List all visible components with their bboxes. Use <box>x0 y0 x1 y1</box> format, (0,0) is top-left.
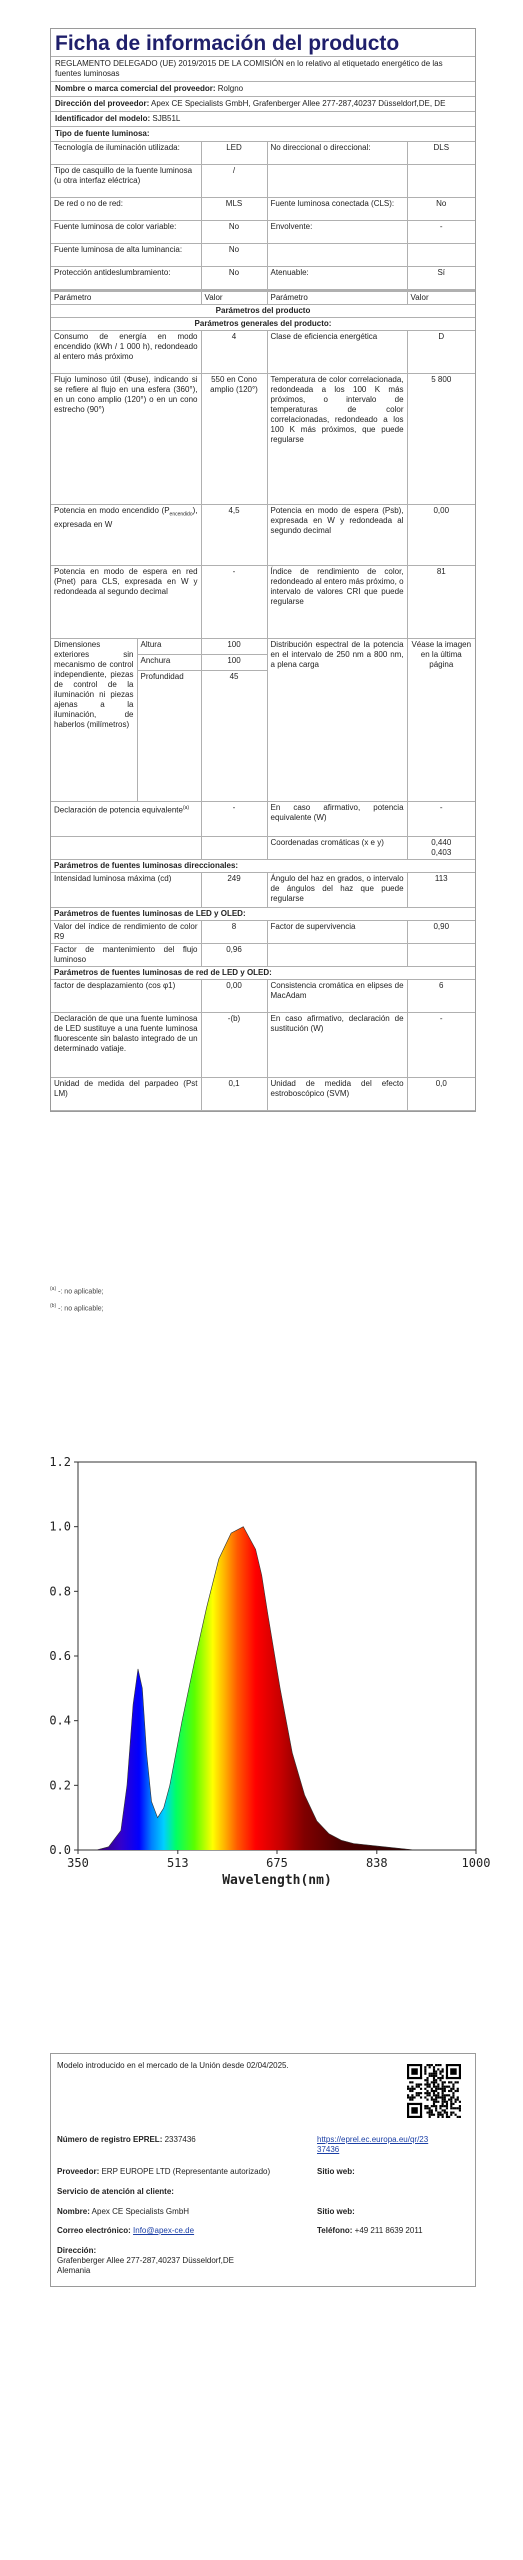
equivalent-watts-value: - <box>407 802 475 837</box>
x-tick-label: 1000 <box>461 1856 490 1870</box>
model-label: Identificador del modelo: <box>55 114 151 123</box>
empty-cell <box>201 837 267 860</box>
supplier-name-value: Rolgno <box>217 84 244 93</box>
cls-value: No <box>407 198 475 221</box>
table-row <box>51 837 475 860</box>
table-row <box>51 921 475 944</box>
technology-value: LED <box>201 142 267 165</box>
table-row <box>51 873 475 908</box>
provider-value: ERP EUROPE LTD (Representante autorizado) <box>101 2167 271 2176</box>
efficiency-class-value: D <box>407 331 475 374</box>
mains-label: De red o no de red: <box>51 198 201 221</box>
parameters-table <box>51 292 475 1111</box>
model-value: SJB51L <box>152 114 181 123</box>
dimmable-label: Atenuable: <box>267 267 407 290</box>
qr-code-icon[interactable] <box>407 2064 461 2118</box>
high-luminance-value: No <box>201 244 267 267</box>
eprel-number <box>57 2135 196 2145</box>
table-row <box>51 165 475 198</box>
dimmable-value: Sí <box>407 267 475 290</box>
efficiency-class-label: Clase de eficiencia energética <box>267 331 407 374</box>
displacement-factor-label: factor de desplazamiento (cos φ1) <box>51 980 201 1013</box>
sheet-title: Ficha de información del producto <box>55 32 400 55</box>
table-row <box>51 305 475 318</box>
section-title: Parámetros del producto <box>51 305 475 318</box>
beam-angle-value: 113 <box>407 873 475 908</box>
dimensions-label: Dimensiones exteriores sin mecanismo de control independiente, piezas de control de la iluminación ni piezas ajenas a la iluminación, de haberlos (milímetros) <box>51 639 137 802</box>
table-row <box>51 1078 475 1111</box>
table-row <box>51 142 475 165</box>
x-tick-label: 838 <box>365 1856 388 1870</box>
address-label: Dirección: <box>57 2246 97 2255</box>
displacement-factor-value: 0,00 <box>201 980 267 1013</box>
eprel-label: Número de registro EPREL: <box>57 2135 163 2144</box>
depth-value: 45 <box>201 671 267 802</box>
chromaticity-label: Coordenadas cromáticas (x e y) <box>267 837 407 860</box>
cri-label: Índice de rendimiento de color, redondeado al entero más próximo, o intervalo de valores CRI que puede regularse <box>267 566 407 639</box>
network-standby-value: - <box>201 566 267 639</box>
y-tick-label: 0.0 <box>49 1843 71 1857</box>
product-info-sheet <box>50 28 476 1112</box>
on-mode-power-label: Potencia en modo encendido $(P_{encendido})$, expresada en W <box>51 505 201 566</box>
cct-label: Temperatura de color correlacionada, redondeada a los 100 K más próximos, o intervalo de temperaturas de color correlacionadas, redondeado a los 100 K más próximos, que puede regularse <box>267 374 407 505</box>
spectral-distribution-chart <box>30 1450 490 1890</box>
on-mode-power-value: 4,5 <box>201 505 267 566</box>
standby-power-value: 0,00 <box>407 505 475 566</box>
y-tick-label: 0.6 <box>49 1649 71 1663</box>
flicker-value: 0,1 <box>201 1078 267 1111</box>
footnote-b: $^{(b)}$ -: no aplicable; <box>50 1303 104 1313</box>
y-tick-label: 0.8 <box>49 1584 71 1599</box>
address-line-1: Grafenberger Allee 277-287,40237 Düsseldorf,DE <box>57 2256 234 2265</box>
param-header: Parámetro <box>267 292 407 305</box>
phone-label: Teléfono: <box>317 2226 353 2235</box>
beam-angle-label: Ángulo del haz en grados, o intervalo de ángulos del haz que puede regularse <box>267 873 407 908</box>
lumen-maintenance-label: Factor de mantenimiento del flujo luminoso <box>51 944 201 967</box>
survival-factor-value: 0,90 <box>407 921 475 944</box>
lumen-maintenance-value: 0,96 <box>201 944 267 967</box>
anti-glare-value: No <box>201 267 267 290</box>
standby-power-label: Potencia en modo de espera (Psb), expresada en W y redondeada al segundo decimal <box>267 505 407 566</box>
table-row <box>51 267 475 290</box>
technology-label: Tecnología de iluminación utilizada: <box>51 142 201 165</box>
email-row <box>57 2226 194 2236</box>
section-title: Parámetros generales del producto: <box>51 318 475 331</box>
y-tick-label: 0.2 <box>49 1778 71 1793</box>
table-row <box>51 318 475 331</box>
energy-consumption-label: Consumo de energía en modo encendido (kWh / 1 000 h), redondeado al entero más próximo <box>51 331 201 374</box>
luminous-flux-label: Flujo luminoso útil (Φuse), indicando si se refiere al flujo en una esfera (360°), en un cono amplio (120°) o en un cono estrecho (90°) <box>51 374 201 505</box>
color-tunable-value: No <box>201 221 267 244</box>
table-row <box>51 198 475 221</box>
table-row <box>51 802 475 837</box>
color-consistency-label: Consistencia cromática en elipses de MacAdam <box>267 980 407 1013</box>
empty-cell <box>267 944 407 967</box>
address-line-2: Alemania <box>57 2266 91 2275</box>
empty-cell <box>407 165 475 198</box>
eprel-value: 2337436 <box>164 2135 196 2144</box>
equivalent-power-value: - <box>201 802 267 837</box>
provider-label: Proveedor: <box>57 2167 100 2176</box>
spectral-distribution-value: Véase la imagen en la última página <box>407 639 475 802</box>
phone-value: +49 211 8639 2011 <box>354 2226 423 2235</box>
empty-cell <box>267 165 407 198</box>
address-block <box>57 2246 234 2276</box>
cap-type-label: Tipo de casquillo de la fuente luminosa (u otra interfaz eléctrica) <box>51 165 201 198</box>
service-name-value: Apex CE Specialists GmbH <box>91 2207 190 2216</box>
param-header: Parámetro <box>51 292 201 305</box>
energy-consumption-value: 4 <box>201 331 267 374</box>
cct-value: 5 800 <box>407 374 475 505</box>
width-label: Anchura <box>137 655 201 671</box>
table-row <box>51 1013 475 1078</box>
r9-value: 8 <box>201 921 267 944</box>
model-row <box>51 111 475 126</box>
directional-value: DLS <box>407 142 475 165</box>
table-row <box>51 566 475 639</box>
footnote-a: $^{(a)}$ -: no aplicable; <box>50 1286 104 1296</box>
network-standby-label: Potencia en modo de espera en red (Pnet) para CLS, expresada en W y redondeada al segundo decimal <box>51 566 201 639</box>
x-tick-label: 350 <box>67 1856 89 1870</box>
directional-label: No direccional o direccional: <box>267 142 407 165</box>
y-tick-label: 0.4 <box>49 1713 71 1728</box>
x-tick-label: 675 <box>266 1856 288 1870</box>
table-row <box>51 860 475 873</box>
height-value: 100 <box>201 639 267 655</box>
supplier-address-row <box>51 96 475 111</box>
depth-label: Profundidad <box>137 671 201 802</box>
peak-intensity-label: Intensidad luminosa máxima (cd) <box>51 873 201 908</box>
y-tick-label: 1.2 <box>49 1455 71 1469</box>
phone-row <box>317 2226 423 2236</box>
eprel-registration-box <box>50 2053 476 2287</box>
cls-label: Fuente luminosa conectada (CLS): <box>267 198 407 221</box>
replacement-claim-value: - <box>407 1013 475 1078</box>
supplier-name-row <box>51 81 475 96</box>
empty-cell <box>267 244 407 267</box>
stroboscopic-value: 0,0 <box>407 1078 475 1111</box>
section-title: Parámetros de fuentes luminosas de LED y OLED: <box>51 908 475 921</box>
fluorescent-replacement-label: Declaración de que una fuente luminosa de LED sustituye a una fuente luminosa fluorescente sin balasto integrado de un determinado vatiaje. <box>51 1013 201 1078</box>
envelope-value: - <box>407 221 475 244</box>
section-title: Parámetros de fuentes luminosas de red de LED y OLED: <box>51 967 475 980</box>
r9-label: Valor del índice de rendimiento de color R9 <box>51 921 201 944</box>
table-row <box>51 639 475 655</box>
section-title: Parámetros de fuentes luminosas direccionales: <box>51 860 475 873</box>
supplier-address-label: Dirección del proveedor: <box>55 99 150 108</box>
table-row <box>51 374 475 505</box>
replacement-claim-label: En caso afirmativo, declaración de sustitución (W) <box>267 1013 407 1078</box>
value-header: Valor <box>201 292 267 305</box>
color-consistency-value: 6 <box>407 980 475 1013</box>
supplier-name-label: Nombre o marca comercial del proveedor: <box>55 84 216 93</box>
anti-glare-label: Protección antideslumbramiento: <box>51 267 201 290</box>
flicker-label: Unidad de medida del parpadeo (Pst LM) <box>51 1078 201 1111</box>
equivalent-power-label: Declaración de potencia equivalente$^{(a)}$ <box>51 802 201 837</box>
luminous-flux-value: 550 en Cono amplio (120°) <box>201 374 267 505</box>
table-row <box>51 967 475 980</box>
spectral-distribution-label: Distribución espectral de la potencia en el intervalo de 250 nm a 800 nm, a plena carga <box>267 639 407 802</box>
equivalent-watts-label: En caso afirmativo, potencia equivalente (W) <box>267 802 407 837</box>
table-row <box>51 908 475 921</box>
website-label: Sitio web: <box>317 2167 355 2176</box>
empty-cell <box>407 944 475 967</box>
email-label: Correo electrónico: <box>57 2226 131 2235</box>
envelope-label: Envolvente: <box>267 221 407 244</box>
eprel-link[interactable]: https://eprel.ec.europa.eu/qr/23 37436 <box>317 2135 429 2154</box>
high-luminance-label: Fuente luminosa de alta luminancia: <box>51 244 201 267</box>
fluorescent-replacement-value: -(b) <box>201 1013 267 1078</box>
table-row <box>51 292 475 305</box>
chromaticity-value: 0,440 0,403 <box>407 837 475 860</box>
value-header: Valor <box>407 292 475 305</box>
source-type-header: Tipo de fuente luminosa: <box>51 126 475 141</box>
source-type-table <box>51 142 475 290</box>
table-row <box>51 505 475 566</box>
cri-value: 81 <box>407 566 475 639</box>
service-name-row <box>57 2207 189 2217</box>
table-row <box>51 980 475 1013</box>
mains-value: MLS <box>201 198 267 221</box>
footnotes <box>50 1282 104 1317</box>
empty-cell <box>51 837 201 860</box>
service-name-label: Nombre: <box>57 2207 90 2216</box>
height-label: Altura <box>137 639 201 655</box>
empty-cell <box>407 244 475 267</box>
stroboscopic-label: Unidad de medida del efecto estroboscópico (SVM) <box>267 1078 407 1111</box>
x-axis-label: Wavelength(nm) <box>222 1873 332 1888</box>
peak-intensity-value: 249 <box>201 873 267 908</box>
color-tunable-label: Fuente luminosa de color variable: <box>51 221 201 244</box>
cap-type-value: / <box>201 165 267 198</box>
survival-factor-label: Factor de supervivencia <box>267 921 407 944</box>
website2-label: Sitio web: <box>317 2207 355 2216</box>
regulation-text: REGLAMENTO DELEGADO (UE) 2019/2015 DE LA COMISIÓN en lo relativo al etiquetado energético de las fuentes luminosas <box>51 56 475 81</box>
supplier-address-value: Apex CE Specialists GmbH, Grafenberger Allee 277-287,40237 Düsseldorf,DE, DE <box>151 99 446 108</box>
customer-service-label: Servicio de atención al cliente: <box>57 2187 174 2196</box>
table-row <box>51 944 475 967</box>
width-value: 100 <box>201 655 267 671</box>
provider-row <box>57 2167 270 2177</box>
x-tick-label: 513 <box>166 1856 189 1870</box>
email-link[interactable]: Info@apex-ce.de <box>133 2226 195 2235</box>
table-row <box>51 331 475 374</box>
table-row <box>51 221 475 244</box>
y-tick-label: 1.0 <box>49 1519 71 1534</box>
table-row <box>51 244 475 267</box>
market-intro-text: Modelo introducido en el mercado de la Unión desde 02/04/2025. <box>57 2061 289 2070</box>
